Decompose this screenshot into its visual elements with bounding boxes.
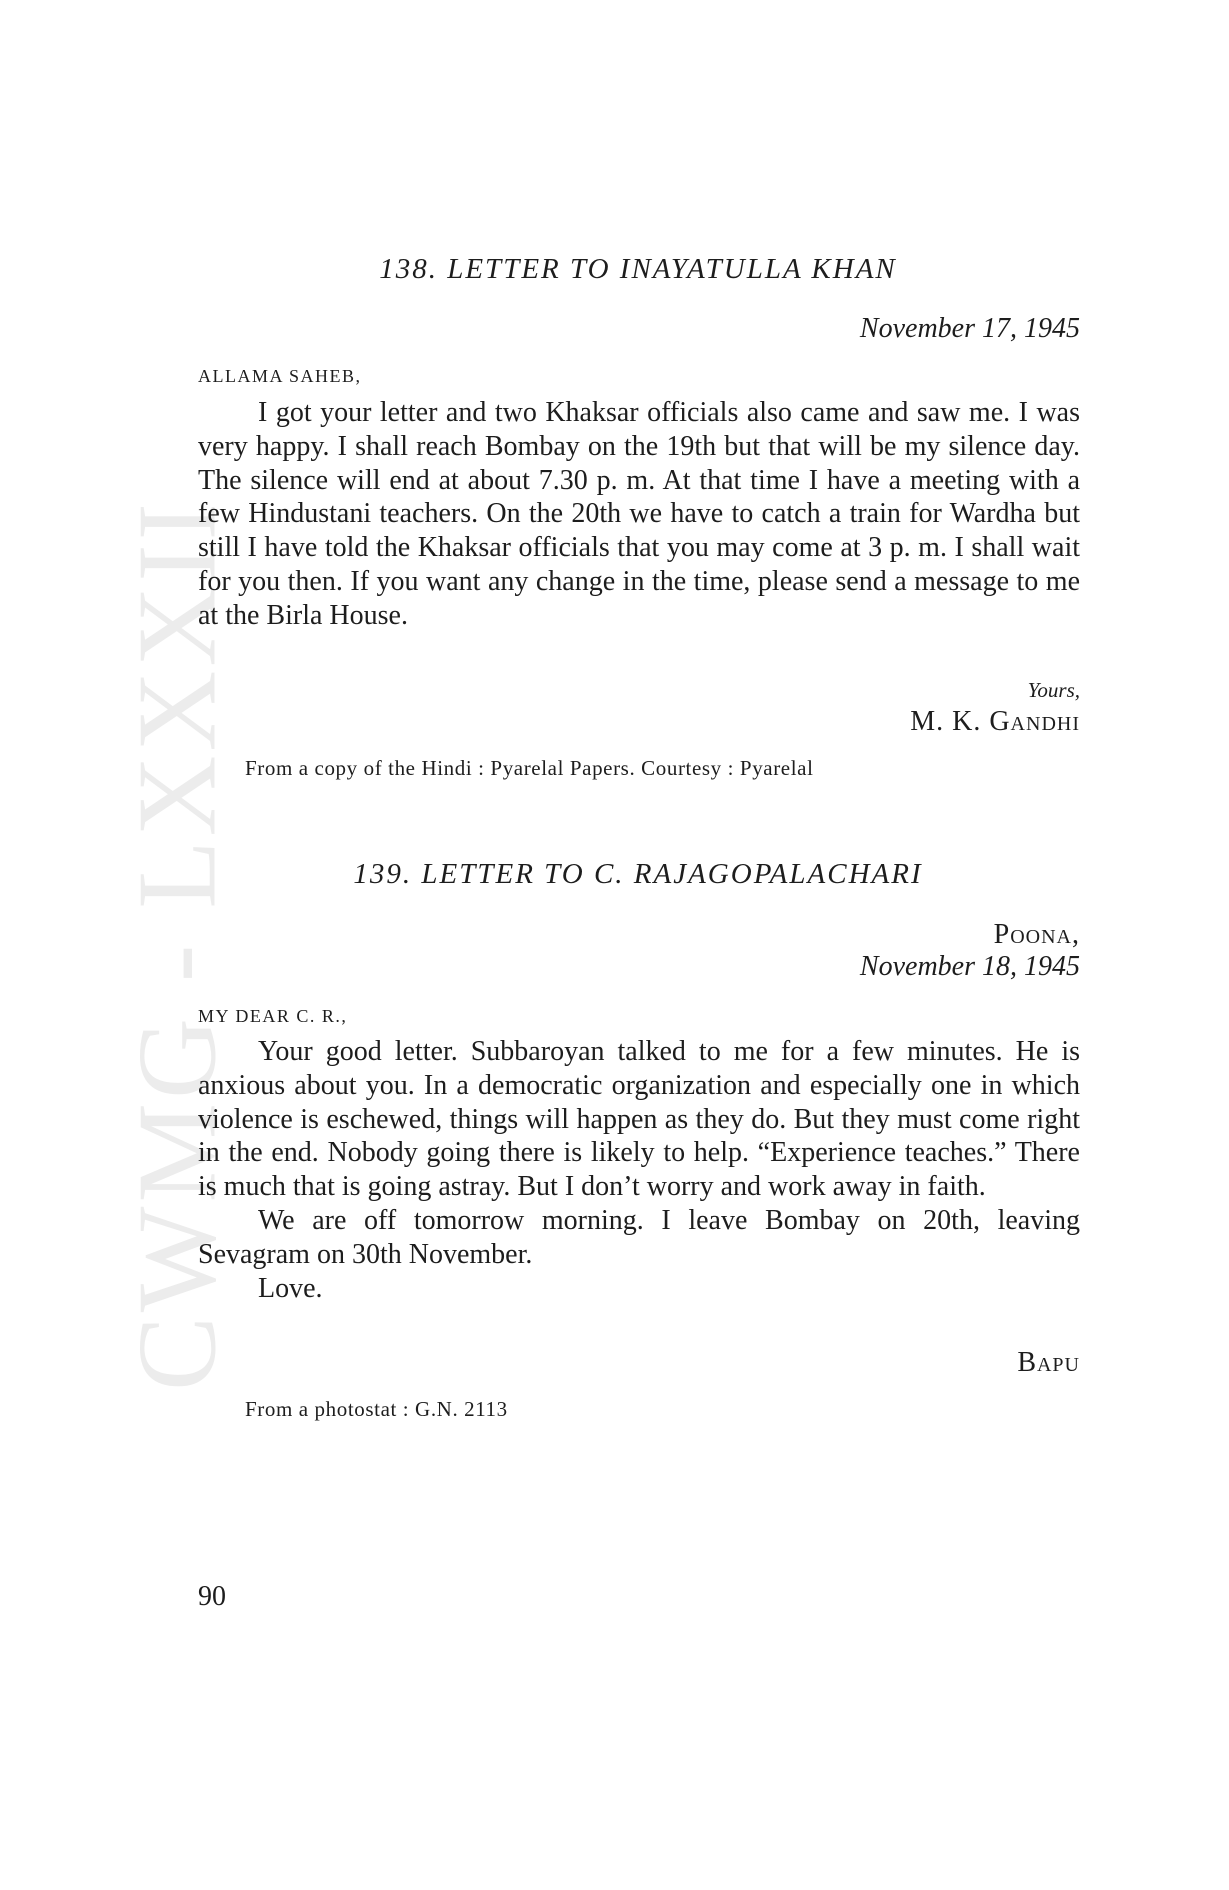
letter-139-place: Poona, [993, 919, 1080, 950]
letter-139-body [198, 1035, 1080, 1305]
letter-139-paragraph-1: Your good letter. Subbaroyan talked to me for a few minutes. He is anxious about you. In a democratic organization and especially one in which violence is eschewed, things will happen as they do. But they must come right in the end. Nobody going there is likely to help. “Experience teaches.” There is much that is going astray. But I don’t worry and work away in faith. [198, 1036, 1080, 1203]
letter-138-closing: Yours, [1027, 678, 1080, 702]
letter-139-source: From a photostat : G.N. 2113 [245, 1397, 508, 1421]
letter-138-body [198, 396, 1080, 633]
watermark-text: CWMG - LXXXII [115, 499, 240, 1391]
letter-138-signature: M. K. Gandhi [910, 706, 1080, 737]
letter-138-paragraph-1: I got your letter and two Khaksar officials also came and saw me. I was very happy. I shall reach Bombay on the 19th but that will be my silence day. The silence will end at about 7.30 p. m. At that time I have a meeting with a few Hindustani teachers. On the 20th we have to catch a train for Wardha but still I have told the Khaksar officials that you may come at 3 p. m. I shall wait for you then. If you want any change in the time, please send a message to me at the Birla House. [198, 397, 1080, 631]
letter-139-title: 139. LETTER TO C. RAJAGOPALACHARI [353, 858, 923, 890]
letter-138-source: From a copy of the Hindi : Pyarelal Papers. Courtesy : Pyarelal [245, 756, 814, 780]
letter-139-paragraph-2: We are off tomorrow morning. I leave Bombay on 20th, leaving Sevagram on 30th November. [198, 1204, 1080, 1270]
page-number: 90 [198, 1581, 226, 1612]
letter-139-salutation: MY DEAR C. R., [198, 1006, 348, 1026]
letter-138-salutation: ALLAMA SAHEB, [198, 366, 362, 386]
letter-139-date: November 18, 1945 [859, 951, 1080, 982]
letter-139-paragraph-3: Love. [258, 1272, 323, 1304]
letter-138-date: November 17, 1945 [859, 313, 1080, 344]
letter-139-signature: Bapu [1017, 1347, 1080, 1378]
letter-138-title: 138. LETTER TO INAYATULLA KHAN [379, 253, 897, 285]
